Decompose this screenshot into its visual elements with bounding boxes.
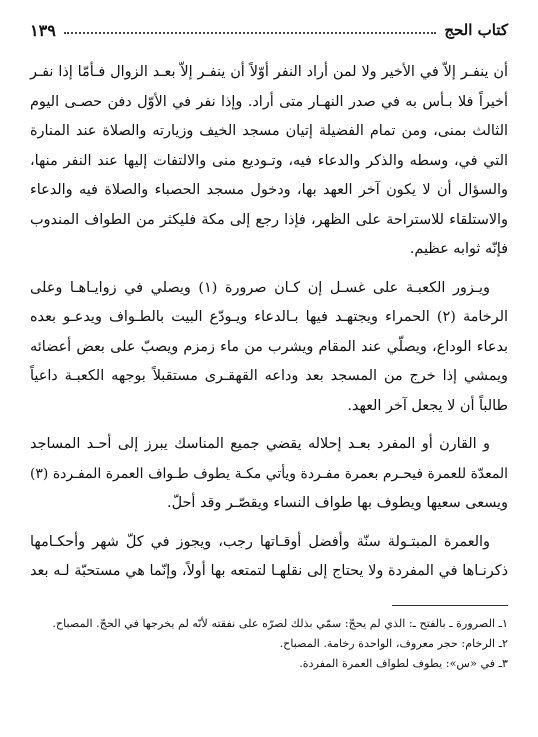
book-page (30, 18, 508, 718)
text-line: والعمرة المبتـولة سنّة وأفضل أوقـاتها رجب، ويجوز في كلّ شهر وأحكـامها (30, 533, 490, 550)
text-line: المعدّة للعمرة فيحـرم بعمرة مفـردة ويأتي مكـة يطوف طـواف العمرة المفـردة (٣) (30, 465, 508, 482)
text-line: الثالث بمنى، ومن تمام الفضيلة إتيان مسجد الخيف وزيارته والصلاة عند المنارة (30, 123, 508, 139)
main-text (30, 58, 508, 587)
text-line: التي في، وسطه والذكر والدعاء فيه، وتـوديع منى والالتفات إليها عند النفر منها، (30, 152, 508, 169)
footnote: ١ـ الصرورة ـ بالفتح ـ: الذي لم يحجّ: سمّي بذلك لصرّه على نفقته لأنّه لم يخرجها في الحجّ. المصباح. (52, 616, 508, 630)
paragraph (30, 58, 508, 265)
text-line: أن ينفـر إلاّ في الأخير ولا لمن أراد النفر أوّلاً أن ينفـر إلاّ بعـد الزوال فـأمّا إذا نفـر (30, 64, 508, 80)
page-number: ١٣٩ (30, 20, 56, 40)
footnote: ٢ـ الرخام: حجر معروف، الواحدة رخامة. المصباح. (279, 636, 508, 650)
text-line: ويسعى سعيها ويطوف بها طواف النساء ويقصّـر وقد أحلّ. (167, 495, 508, 511)
paragraph (30, 274, 508, 422)
paragraph (30, 430, 508, 519)
text-line: و القارن أو المفرد بعـد إحلاله يقضي جميع المناسك يبرز إلى أحـد المساجد (30, 436, 490, 452)
text-line: الرخامة (٢) الحمراء ويجتهـد فيها بـالدعاء ويـودّع البيت بالطـواف ويدعـو بعده (30, 309, 508, 325)
text-line: ذكرنـاها في المفردة ولا يحتاج إلى نقلهـا لتمتعه بها أولاً، وإنّما هي مستحبّة لـه بعد (30, 563, 508, 579)
footnote: ٣ـ في «س»: يطوف لطواف العمرة المفردة. (299, 656, 508, 670)
text-line: أخيراً فلا بـأس به في صدر النهـار متى أراد. وإذا نفر في الأوّل دفن حصـى اليوم (30, 93, 508, 110)
header-dotted-leader (64, 32, 437, 34)
running-header (30, 18, 508, 42)
footnotes (30, 614, 508, 674)
text-line: فإنّه ثوابه عظيم. (409, 241, 508, 257)
text-line: طالباً أن لا يجعل آخر العهد. (347, 397, 508, 414)
text-line: ويمشي إذا خرج من المسجد بعد وداعه القهقـرى مستقبلاً بوجهه الكعبـة داعياً (30, 368, 508, 384)
text-line: والاستلقاء للاستراحة على الظهر، فإذا رجع إلى مكة فليكثر من الطواف المندوب (30, 211, 508, 228)
chapter-title: كتاب الحج (444, 21, 508, 39)
text-line: بدعاء الوداع، ويصلّي عند المقام ويشرب من ماء زمزم ويصبّ على بعض أعضائه (30, 338, 508, 355)
paragraph (30, 528, 508, 587)
text-line: ويـزور الكعبـة على غسـل إن كـان صرورة (١) ويصلي في زوايـاهـا وعلى (30, 279, 490, 296)
text-line: والسؤال أن لا يكون آخر العهد بها، ودخول مسجد الحصباء والصلاة فيه والدعاء (30, 182, 508, 198)
footnote-separator (392, 605, 508, 606)
